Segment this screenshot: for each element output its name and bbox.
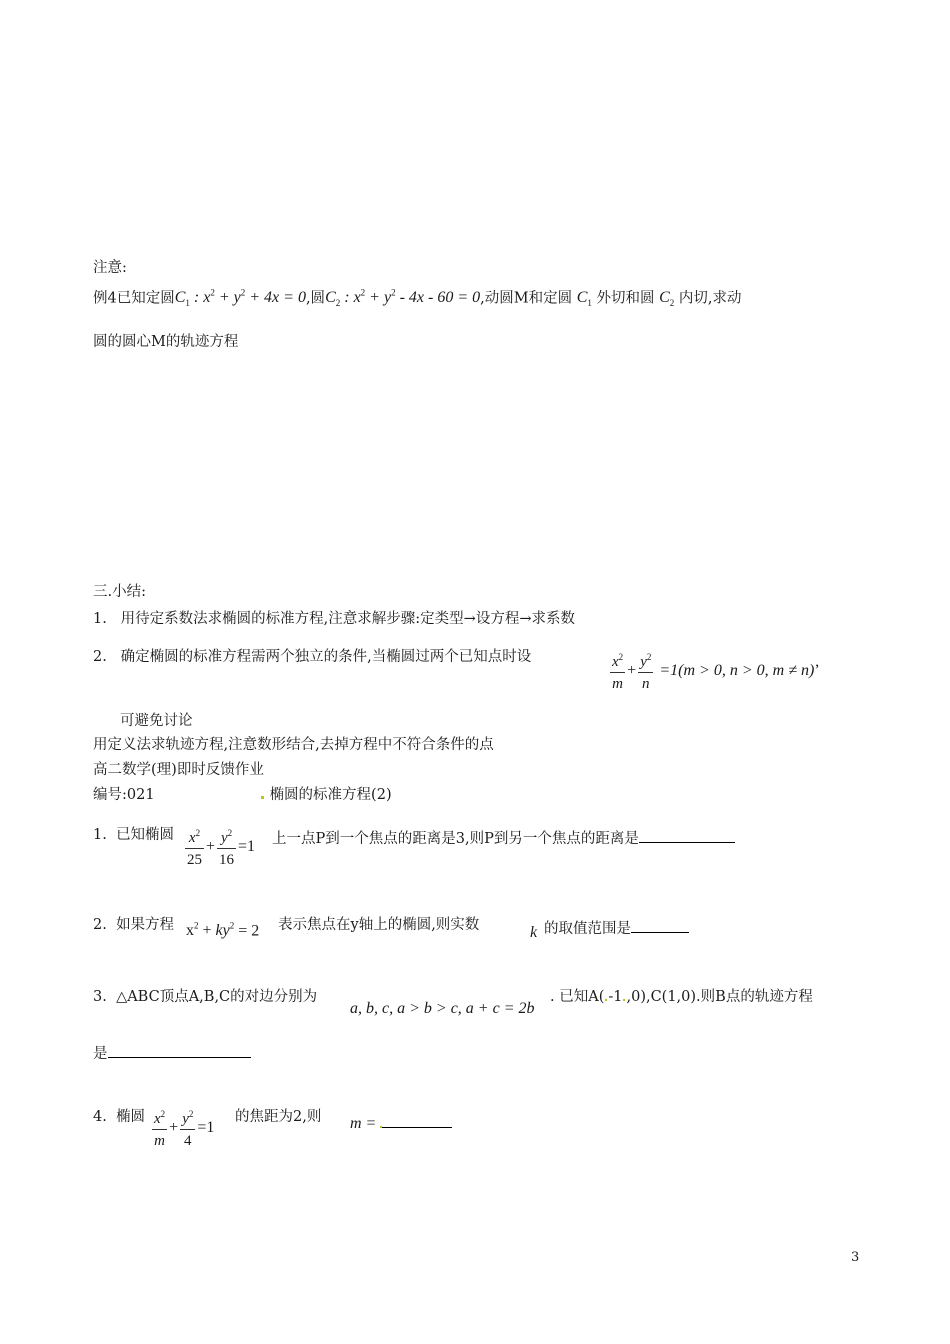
q4-formula: $\frac{x^2}{m}$ + $\frac{y^2}{4}$ =1 — [150, 1104, 214, 1152]
c1-equation: : $x^2 + y^2 + 4x = 0$ — [189, 288, 306, 307]
frac-x2-25: $\frac{x^2}{25}$ — [185, 823, 204, 871]
k-symbol: k — [530, 924, 538, 941]
question-4: 4. 椭圆 — [93, 1109, 146, 1125]
q1-formula: $\frac{x^2}{25}$ + $\frac{y^2}{16}$ =1 — [183, 823, 255, 871]
summary-item-2-text: 确定椭圆的标准方程需两个独立的条件,当椭圆过两个已知点时设 — [120, 649, 532, 665]
frac-y2-16: $\frac{y^2}{16}$ — [217, 823, 236, 871]
frac-x2-m: $\frac{x^2}{m}$ — [610, 647, 625, 695]
c2-symbol: $C_2$ — [325, 289, 341, 309]
example-4-line2: 圆的圆心M的轨迹方程 — [93, 334, 239, 350]
summary-title: 三.小结: — [93, 584, 146, 600]
example-4-text1: ,动圆M和定圆 — [480, 290, 573, 307]
q3-line2 — [93, 1043, 251, 1062]
q2-answer-blank[interactable] — [631, 918, 689, 933]
summary-item-2: 2. 确定椭圆的标准方程需两个独立的条件,当椭圆过两个已知点时设 — [93, 649, 532, 665]
q4-answer-blank[interactable] — [382, 1117, 452, 1128]
q2-mid: 表示焦点在y轴上的椭圆,则实数 — [278, 917, 480, 933]
homework-code-line — [93, 788, 392, 803]
note-label: 注意: — [93, 260, 127, 276]
frac-y2-n: $\frac{y^2}{n}$ — [638, 647, 653, 695]
summary-item-1: 1. 用待定系数法求椭圆的标准方程,注意求解步骤:定类型→设方程→求系数 — [93, 611, 575, 627]
question-2: 2. 如果方程 — [93, 917, 175, 933]
summary-item-2-formula: $\frac{x^2}{m}$ + $\frac{y^2}{n}$ =1(m > 0, n > 0, m ≠ n)’ — [608, 647, 820, 695]
q2-formula: $x^2 + ky^2 = 2$ — [186, 921, 260, 940]
q1-post — [272, 828, 735, 847]
example-4-text2: 外切和圆 — [596, 290, 655, 307]
q3-condition: a, b, c, a > b > c, a + c = 2b — [350, 1000, 535, 1017]
homework-title: 高二数学(理)即时反馈作业 — [93, 762, 264, 778]
page-number: 3 — [851, 1250, 860, 1265]
q3-mid — [550, 990, 813, 1005]
c2-equation: : $x^2 + y^2 - 4x - 60 = 0$ — [340, 288, 481, 307]
example-4-lead: 例4已知定圆 — [93, 290, 175, 307]
question-1: 1. 已知椭圆 — [93, 827, 175, 843]
summary-item-2-tail: 可避免讨论 — [120, 713, 193, 729]
q1-answer-blank[interactable] — [639, 828, 735, 843]
example-4-mid: ,圆 — [305, 290, 326, 307]
c2-symbol-2: $C_2$ — [659, 289, 675, 309]
q3-mid-text: . 已知A( — [550, 989, 605, 1005]
q4-post: 的焦距为2,则 — [235, 1109, 322, 1125]
q3-answer-blank[interactable] — [108, 1043, 251, 1058]
summary-item-1-text: 用待定系数法求椭圆的标准方程,注意求解步骤:定类型→设方程→求系数 — [120, 611, 575, 627]
q2-post-text: 的取值范围是 — [544, 921, 631, 937]
example-4-text3: 内切,求动 — [678, 290, 742, 307]
q4-pre: 椭圆 — [116, 1109, 146, 1125]
c1-symbol: $C_1$ — [174, 289, 190, 309]
q3-line2-text: 是 — [93, 1046, 108, 1062]
c1-symbol-2: $C_1$ — [576, 289, 592, 309]
example-4-line1 — [93, 289, 742, 309]
q1-post-text: 上一点P到一个焦点的距离是3,则P到另一个焦点的距离是 — [272, 831, 639, 847]
summary-item-3: 用定义法求轨迹方程,注意数形结合,去掉方程中不符合条件的点 — [93, 737, 494, 753]
green-dot — [261, 796, 264, 799]
homework-topic: 椭圆的标准方程(2) — [269, 787, 392, 803]
q3-post-text: ,0),C(1,0).则B点的轨迹方程 — [626, 989, 813, 1005]
q2-post — [544, 918, 689, 937]
q2-pre: 如果方程 — [116, 917, 175, 933]
q1-pre: 已知椭圆 — [116, 827, 175, 843]
frac-y2-4: $\frac{y^2}{4}$ — [180, 1104, 195, 1152]
q3-pre: △ABC顶点A,B,C的对边分别为 — [116, 989, 318, 1005]
homework-code: 编号:021 — [93, 787, 155, 803]
frac-x2-m-q4: $\frac{x^2}{m}$ — [152, 1104, 167, 1152]
q3-point-a-x: -1 — [608, 989, 623, 1005]
q4-m-eq: m = — [350, 1116, 452, 1132]
question-3: 3. △ABC顶点A,B,C的对边分别为 — [93, 989, 318, 1005]
